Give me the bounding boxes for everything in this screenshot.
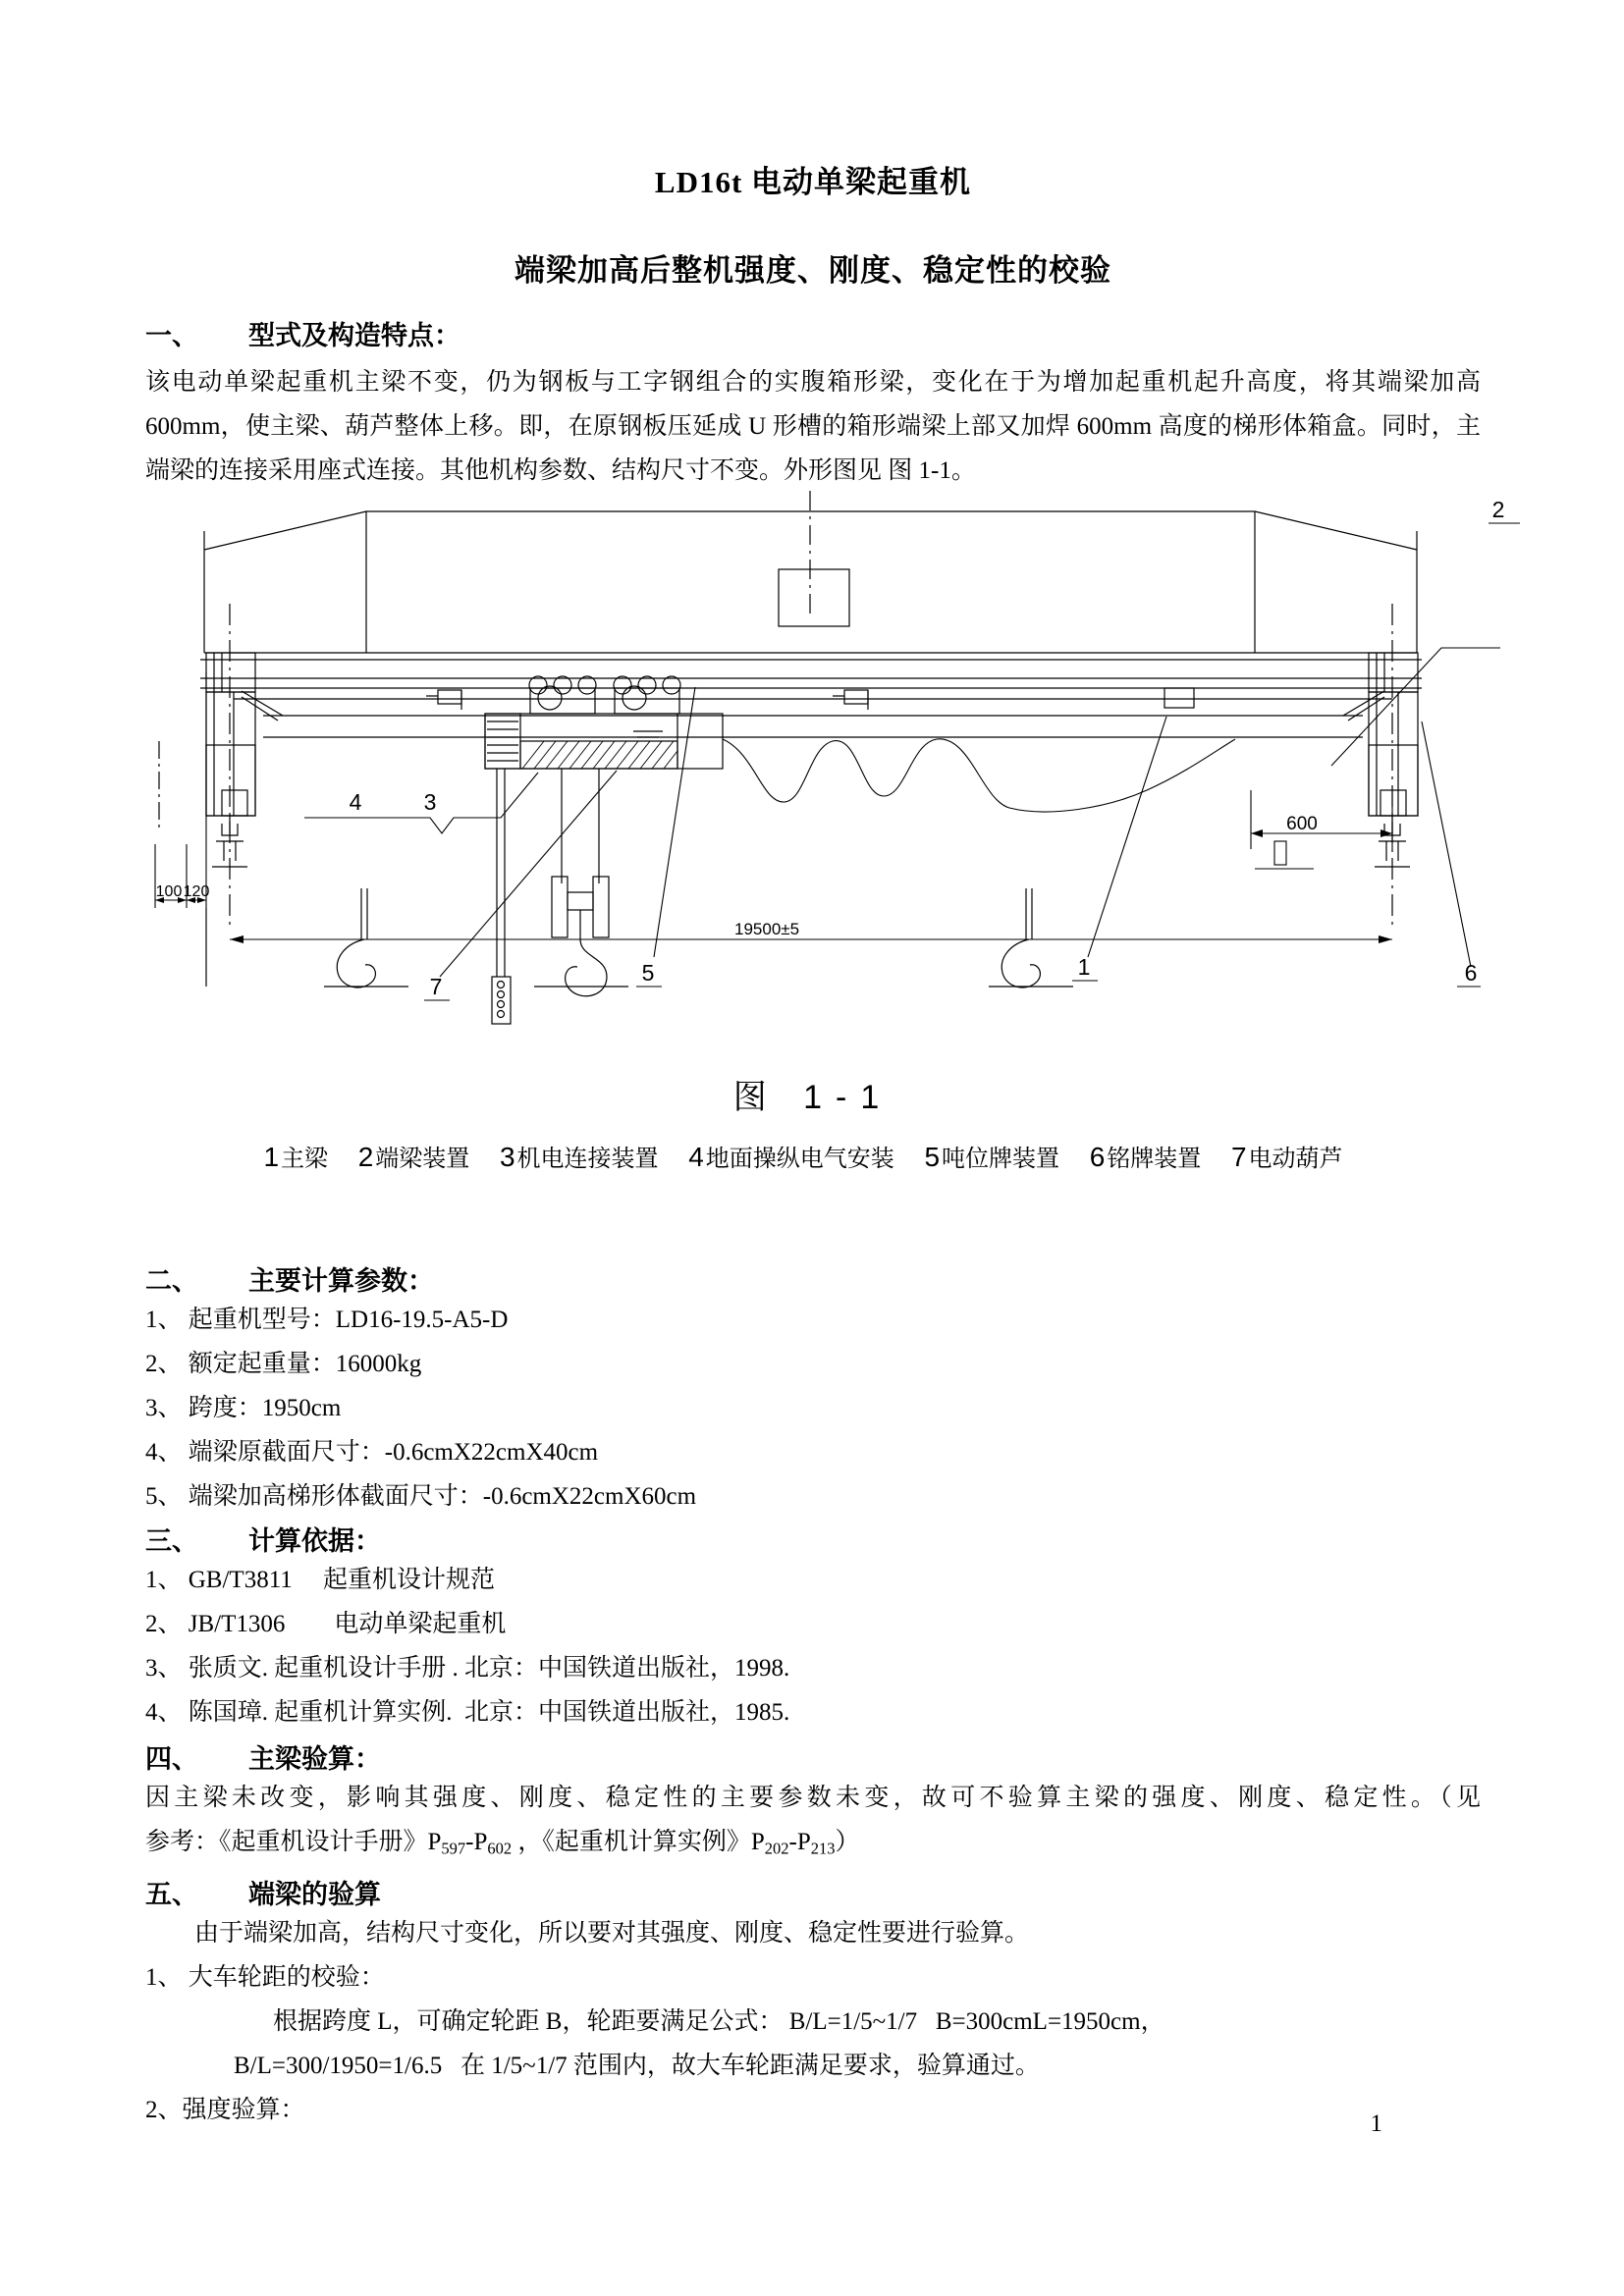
- legend-label-1: 主梁: [281, 1146, 329, 1172]
- legend-item-2: [356, 1139, 470, 1173]
- section-1-paragraph: 该电动单梁起重机主梁不变，仍为钢板与工字钢组合的实腹箱形梁，变化在于为增加起重机起升高度，将其端梁加高 600mm，使主梁、葫芦整体上移。即，在原钢板压延成 U 形槽的箱形端梁上部又加焊 600mm 高度的梯形体箱盒。同时，主端梁的连接采用座式连接。其他机构参数、结构尺寸不变。外形图见 图 1-1。: [145, 369, 1481, 484]
- figure-caption: 图 1-1: [732, 1079, 893, 1116]
- electric-hoist: [485, 676, 723, 1024]
- section-5-number: 五、: [145, 1880, 198, 1909]
- figure-legend: [145, 1139, 1481, 1173]
- callout-5-label: 5: [641, 960, 655, 986]
- dimension-600: [1251, 790, 1392, 869]
- section-3-number: 三、: [145, 1526, 198, 1556]
- section-1-number: 一、: [145, 321, 198, 350]
- section-1: [145, 314, 1481, 493]
- section-2-item-1: 1、 起重机型号：LD16-19.5-A5-D: [145, 1307, 509, 1333]
- section-5-item-1-line2: B/L=300/1950=1/6.5 在 1/5~1/7 范围内，故大车轮距满足要求，验算通过。: [234, 2053, 1040, 2079]
- festoon-cable: [723, 739, 1235, 812]
- section-3-item-2: 2、 JB/T1306 电动单梁起重机: [145, 1611, 507, 1637]
- ref-handbook-dash: -P: [465, 1829, 488, 1855]
- section-3-title: 计算依据：: [248, 1526, 381, 1556]
- section-4: [145, 1737, 1481, 1871]
- dimension-600-label: 600: [1286, 814, 1318, 834]
- legend-item-1: [261, 1139, 328, 1173]
- callout-3-label: 3: [423, 789, 437, 815]
- crane-outline-drawing: [145, 496, 1505, 1045]
- ref-example-pre: ，《起重机计算实例》P: [512, 1829, 765, 1855]
- ref-handbook-page-start: 597: [441, 1839, 466, 1858]
- section-4-number: 四、: [145, 1744, 198, 1774]
- ref-example-page-end: 213: [810, 1839, 836, 1858]
- hook-left: [324, 888, 408, 988]
- section-5-heading: [145, 1873, 1481, 1911]
- legend-item-5: [922, 1139, 1059, 1173]
- limit-switch-box: [1164, 688, 1194, 708]
- callout-6-label: 6: [1464, 960, 1478, 986]
- callout-2-label: 2: [1491, 497, 1505, 522]
- document-title-line1: LD16t 电动单梁起重机: [654, 165, 972, 199]
- legend-item-6: [1088, 1139, 1202, 1173]
- section-5: [145, 1873, 1481, 2132]
- dimension-span: [230, 935, 1392, 943]
- legend-number-2: 2: [357, 1142, 374, 1172]
- section-3-item-3: 3、 张质文. 起重机设计手册 . 北京：中国铁道出版社，1998.: [145, 1655, 790, 1682]
- callout-7-label: 7: [429, 974, 443, 999]
- legend-number-6: 6: [1089, 1142, 1106, 1172]
- legend-label-6: 铭牌装置: [1107, 1146, 1202, 1172]
- section-3: [145, 1520, 1481, 1735]
- callout-4-label: 4: [349, 789, 362, 815]
- section-4-paragraph-line1: 因主梁未改变，影响其强度、刚度、稳定性的主要参数未变，故可不验算主梁的强度、刚度、稳定性。（见: [145, 1785, 1481, 1811]
- section-4-title: 主梁验算：: [248, 1744, 381, 1774]
- section-2-item-5: 5、 端梁加高梯形体截面尺寸：-0.6cmX22cmX60cm: [145, 1483, 697, 1510]
- ref-example-page-start: 202: [764, 1839, 789, 1858]
- section-5-intro: 由于端梁加高，结构尺寸变化，所以要对其强度、刚度、稳定性要进行验算。: [194, 1920, 1030, 1947]
- ref-example-dash: -P: [788, 1829, 811, 1855]
- section-2-item-4: 4、 端梁原截面尺寸：-0.6cmX22cmX40cm: [145, 1439, 599, 1466]
- section-2-heading: [145, 1259, 1481, 1298]
- section-1-heading: [145, 314, 1481, 352]
- legend-item-7: [1229, 1139, 1343, 1173]
- legend-number-7: 7: [1230, 1142, 1247, 1172]
- legend-item-3: [498, 1139, 659, 1173]
- section-2-number: 二、: [145, 1266, 198, 1296]
- callout-1-label: 1: [1077, 954, 1091, 980]
- callout-leaders: [304, 648, 1500, 977]
- section-2-item-2: 2、 额定起重量：16000kg: [145, 1351, 422, 1377]
- section-5-item-2-label: 2、强度验算：: [145, 2097, 305, 2123]
- ref-handbook-pre: 参考：《起重机设计手册》P: [145, 1829, 442, 1855]
- dimension-span-label: 19500±5: [734, 920, 800, 938]
- document-title-line2: 端梁加高后整机强度、刚度、稳定性的校验: [514, 253, 1111, 288]
- legend-number-1: 1: [263, 1142, 280, 1172]
- legend-label-5: 吨位牌装置: [942, 1146, 1060, 1172]
- nameplate-box: [779, 569, 849, 626]
- section-5-item-1-line1: 根据跨度 L，可确定轮距 B，轮距要满足公式： B/L=1/5~1/7 B=300cmL=1950cm，: [273, 2008, 1165, 2035]
- legend-label-3: 机电连接装置: [516, 1146, 659, 1172]
- legend-number-3: 3: [499, 1142, 515, 1172]
- section-4-heading: [145, 1737, 1481, 1776]
- dimension-120-label: 120: [183, 883, 210, 900]
- legend-label-4: 地面操纵电气安装: [705, 1146, 894, 1172]
- figure-technical-drawing: [145, 496, 1505, 1045]
- dimension-100-120: [155, 672, 206, 908]
- legend-number-4: 4: [688, 1142, 704, 1172]
- ref-handbook-page-end: 602: [487, 1839, 513, 1858]
- dimension-100-label: 100: [155, 883, 183, 900]
- page-number: 1: [1370, 2110, 1382, 2137]
- legend-label-2: 端梁装置: [375, 1146, 470, 1172]
- legend-item-4: [686, 1139, 894, 1173]
- section-2-item-3: 3、 跨度：1950cm: [145, 1395, 342, 1421]
- section-3-item-1: 1、 GB/T3811 起重机设计规范: [145, 1567, 496, 1593]
- ref-closing-paren: ）: [835, 1829, 860, 1855]
- section-3-heading: [145, 1520, 1481, 1558]
- section-4-paragraph-line2: [145, 1820, 1481, 1871]
- section-2: [145, 1259, 1481, 1519]
- section-2-title: 主要计算参数：: [248, 1266, 434, 1296]
- legend-label-7: 电动葫芦: [1248, 1146, 1343, 1172]
- section-3-item-4: 4、 陈国璋. 起重机计算实例. 北京：中国铁道出版社，1985.: [145, 1699, 790, 1726]
- section-1-title: 型式及构造特点：: [248, 321, 460, 350]
- legend-number-5: 5: [924, 1142, 941, 1172]
- section-5-title: 端梁的验算: [248, 1880, 381, 1909]
- hook-right: [989, 888, 1073, 988]
- section-5-item-1-label: 1、 大车轮距的校验：: [145, 1964, 385, 1991]
